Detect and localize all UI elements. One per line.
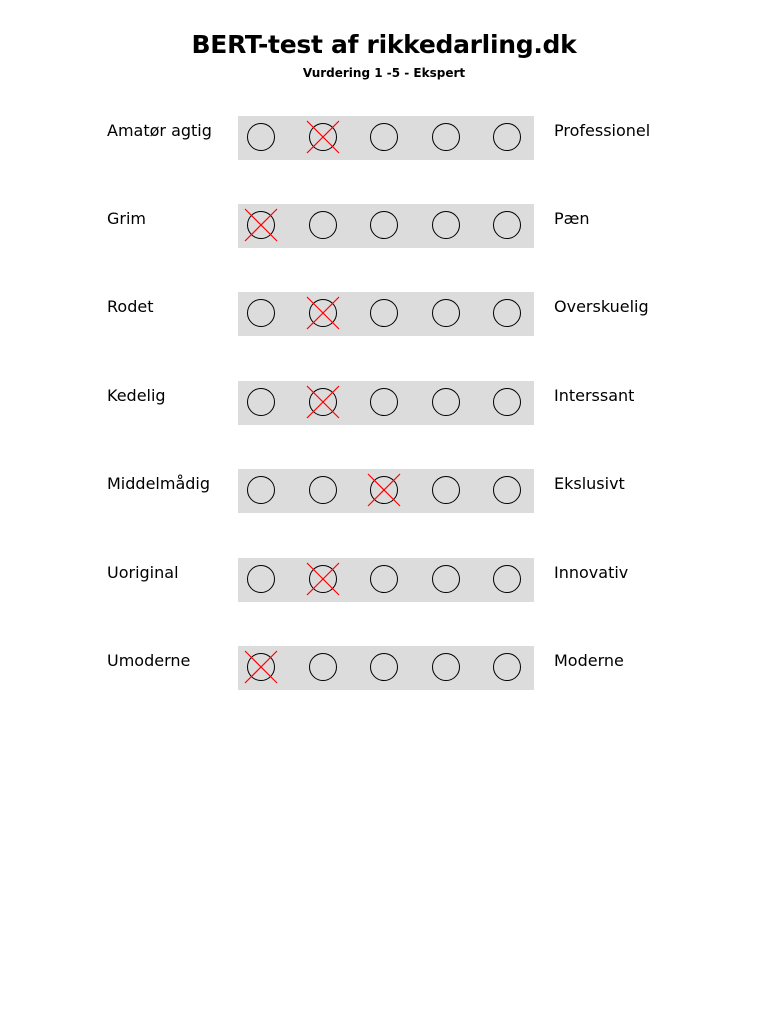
rating-option-3[interactable] [370, 565, 398, 593]
low-label: Rodet [107, 297, 154, 316]
low-label: Kedelig [107, 386, 166, 405]
x-mark-icon [304, 294, 342, 332]
x-mark-icon [365, 471, 403, 509]
rating-option-3[interactable] [370, 211, 398, 239]
rating-option-5[interactable] [493, 476, 521, 504]
rating-option-3[interactable] [370, 653, 398, 681]
rating-row-6 [0, 558, 768, 602]
high-label: Pæn [554, 209, 590, 228]
rating-option-4[interactable] [432, 653, 460, 681]
rating-option-3[interactable] [370, 388, 398, 416]
rating-row-4 [0, 381, 768, 425]
rating-option-5[interactable] [493, 211, 521, 239]
rating-option-3[interactable] [370, 123, 398, 151]
rating-row-2 [0, 204, 768, 248]
low-label: Umoderne [107, 651, 191, 670]
rating-option-1[interactable] [247, 476, 275, 504]
rating-option-1[interactable] [247, 388, 275, 416]
rating-option-1[interactable] [247, 299, 275, 327]
rating-option-1[interactable] [247, 653, 275, 681]
rating-option-5[interactable] [493, 123, 521, 151]
rating-option-4[interactable] [432, 565, 460, 593]
rating-option-2[interactable] [309, 299, 337, 327]
rating-option-5[interactable] [493, 388, 521, 416]
rating-option-3[interactable] [370, 476, 398, 504]
page-title: BERT-test af rikkedarling.dk [191, 30, 577, 59]
rating-option-5[interactable] [493, 299, 521, 327]
rating-option-2[interactable] [309, 476, 337, 504]
x-mark-icon [304, 118, 342, 156]
high-label: Overskuelig [554, 297, 649, 316]
rating-row-5 [0, 469, 768, 513]
rating-option-5[interactable] [493, 653, 521, 681]
rating-option-4[interactable] [432, 476, 460, 504]
x-mark-icon [242, 648, 280, 686]
x-mark-icon [304, 560, 342, 598]
rating-option-1[interactable] [247, 565, 275, 593]
rating-scale [238, 381, 534, 425]
rating-scale [238, 292, 534, 336]
x-mark-icon [242, 206, 280, 244]
high-label: Interssant [554, 386, 635, 405]
rating-option-4[interactable] [432, 123, 460, 151]
page-subtitle: Vurdering 1 -5 - Ekspert [302, 66, 466, 80]
rating-option-2[interactable] [309, 211, 337, 239]
rating-row-7 [0, 646, 768, 690]
rating-scale [238, 646, 534, 690]
rating-row-3 [0, 292, 768, 336]
rating-scale [238, 116, 534, 160]
rating-scale [238, 558, 534, 602]
low-label: Amatør agtig [107, 121, 212, 140]
rating-option-2[interactable] [309, 565, 337, 593]
rating-option-4[interactable] [432, 299, 460, 327]
rating-option-3[interactable] [370, 299, 398, 327]
rating-option-5[interactable] [493, 565, 521, 593]
rating-option-4[interactable] [432, 211, 460, 239]
rating-option-4[interactable] [432, 388, 460, 416]
x-mark-icon [304, 383, 342, 421]
rating-row-1 [0, 116, 768, 160]
rating-option-1[interactable] [247, 123, 275, 151]
high-label: Innovativ [554, 563, 629, 582]
high-label: Ekslusivt [554, 474, 625, 493]
rating-option-2[interactable] [309, 123, 337, 151]
rating-scale [238, 469, 534, 513]
rating-option-1[interactable] [247, 211, 275, 239]
low-label: Middelmådig [107, 474, 210, 493]
low-label: Grim [107, 209, 147, 228]
rating-scale [238, 204, 534, 248]
rating-option-2[interactable] [309, 653, 337, 681]
rating-option-2[interactable] [309, 388, 337, 416]
low-label: Uoriginal [107, 563, 179, 582]
high-label: Professionel [554, 121, 651, 140]
high-label: Moderne [554, 651, 624, 670]
